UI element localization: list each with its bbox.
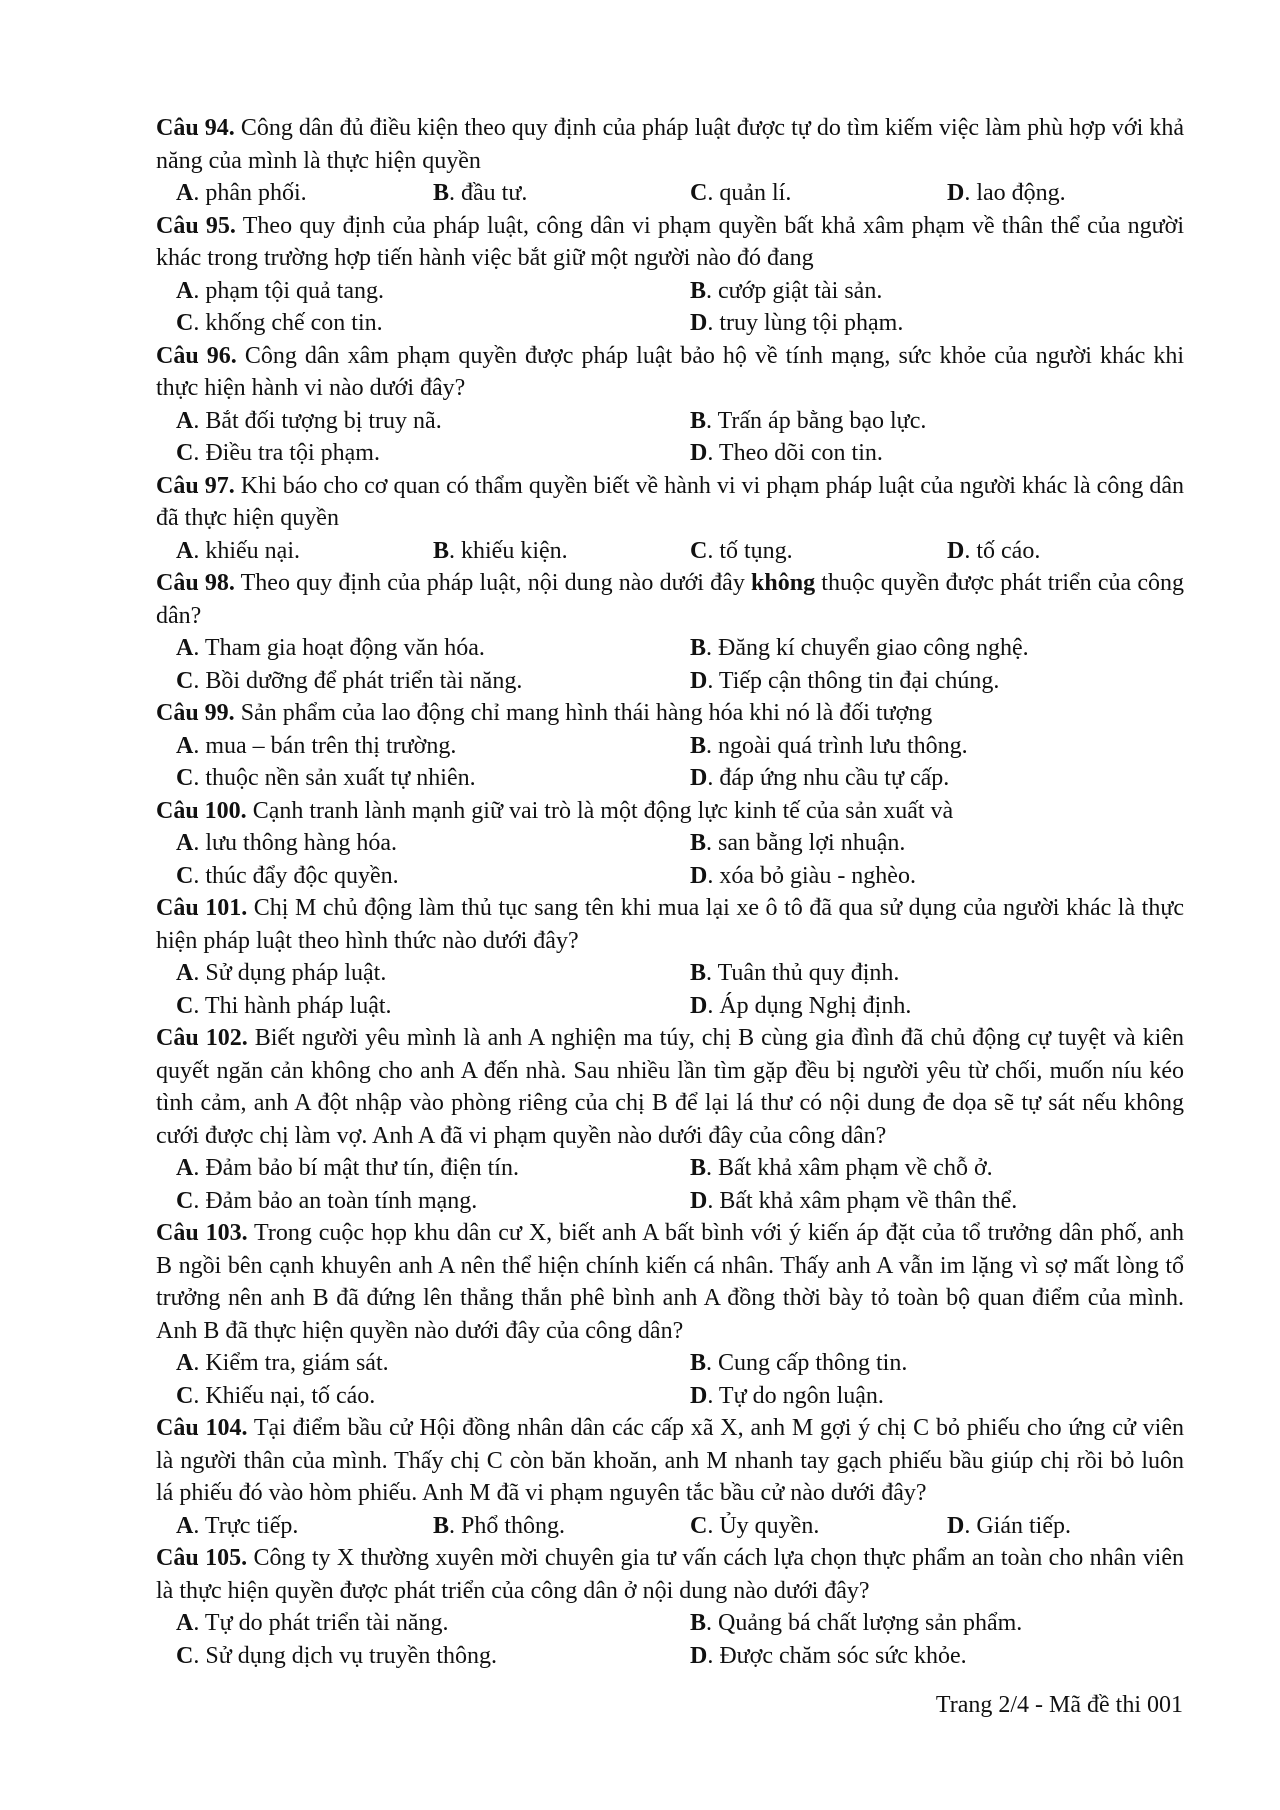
answer-options — [156, 535, 1184, 568]
option-letter: A — [176, 1155, 194, 1181]
option-text: lưu thông hàng hóa. — [205, 830, 397, 856]
option-letter: A — [176, 1512, 194, 1539]
question-block — [156, 1542, 1184, 1672]
option-letter: B — [433, 537, 450, 564]
answer-option-d: D. truy lùng tội phạm. — [690, 310, 904, 336]
option-letter: A — [176, 830, 194, 856]
option-letter: D — [690, 1642, 708, 1669]
option-letter: D — [947, 1512, 965, 1539]
question-stem — [156, 567, 1184, 632]
option-text: Bất khả xâm phạm về thân thể. — [719, 1187, 1018, 1214]
option-text: Trực tiếp. — [204, 1512, 299, 1539]
option-letter: A — [176, 635, 194, 661]
option-text: ngoài quá trình lưu thông. — [718, 732, 968, 759]
question-text: Công dân đủ điều kiện theo quy định của pháp luật được tự do tìm kiếm việc làm phù hợp với khả năng của mình là thực hiện quyền — [156, 115, 1185, 174]
answer-options — [156, 405, 1184, 470]
question-text: Theo quy định của pháp luật, công dân vi phạm quyền bất khả xâm phạm về thân thể của người khác trong trường hợp tiến hành việc bắt giữ một người nào đó đang — [156, 212, 1184, 271]
answer-option-a: A. Bắt đối tượng bị truy nã. — [176, 407, 442, 434]
question-number: Câu 97. — [156, 472, 235, 499]
question-text: Công ty X thường xuyên mời chuyên gia tư vấn cách lựa chọn thực phẩm an toàn cho nhân viên là thực hiện quyền được phát triển của công dân ở nội dung nào dưới đây? — [156, 1545, 1184, 1604]
option-text: khiếu nại. — [205, 537, 300, 564]
answer-option-c: C. Bồi dưỡng để phát triển tài năng. — [176, 667, 523, 694]
question-stem — [156, 795, 1184, 828]
option-text: đầu tư. — [461, 180, 528, 206]
option-text: Đảm bảo an toàn tính mạng. — [205, 1187, 478, 1214]
answer-option-b: B. Bất khả xâm phạm về chỗ ở. — [690, 1155, 993, 1181]
option-letter: D — [690, 1382, 708, 1409]
answer-option-c: C. Đảm bảo an toàn tính mạng. — [176, 1187, 478, 1214]
option-letter: C — [690, 180, 708, 206]
question-stem — [156, 470, 1184, 535]
answer-options — [156, 632, 1184, 697]
answer-option-b: B. đầu tư. — [433, 180, 528, 206]
option-text: mua – bán trên thị trường. — [205, 732, 457, 759]
option-letter: D — [690, 310, 708, 336]
answer-option-d: D. Gián tiếp. — [947, 1512, 1071, 1539]
question-text: Chị M chủ động làm thủ tục sang tên khi mua lại xe ô tô đã qua sử dụng của người khác là thực hiện pháp luật theo hình thức nào dưới đây? — [156, 895, 1185, 954]
option-text: đáp ứng nhu cầu tự cấp. — [719, 765, 950, 791]
option-text: cướp giật tài sản. — [718, 277, 883, 304]
option-text: Trấn áp bằng bạo lực. — [717, 407, 927, 434]
option-text: Thi hành pháp luật. — [204, 992, 392, 1019]
option-text: phân phối. — [205, 180, 307, 206]
option-letter: C — [176, 1642, 194, 1669]
question-emphasis: không — [751, 570, 816, 596]
question-block — [156, 1217, 1184, 1412]
option-letter: A — [176, 407, 194, 434]
answer-option-b: B. Trấn áp bằng bạo lực. — [690, 407, 927, 434]
answer-option-d: D. Được chăm sóc sức khỏe. — [690, 1642, 967, 1669]
answer-option-c: C. Điều tra tội phạm. — [176, 440, 380, 466]
question-block — [156, 210, 1184, 340]
answer-option-c: C. Ủy quyền. — [690, 1512, 820, 1539]
answer-option-c: C. quản lí. — [690, 180, 792, 206]
question-text: thuộc quyền được phát triển của công dân? — [156, 570, 1185, 629]
answer-option-d: D. lao động. — [947, 180, 1066, 206]
question-number: Câu 104. — [156, 1415, 248, 1441]
option-letter: D — [690, 667, 708, 694]
answer-option-c: C. tố tụng. — [690, 537, 793, 564]
answer-option-d: D. Bất khả xâm phạm về thân thể. — [690, 1187, 1018, 1214]
option-text: Điều tra tội phạm. — [205, 440, 380, 466]
question-stem — [156, 1412, 1184, 1510]
option-text: Quảng bá chất lượng sản phẩm. — [718, 1610, 1023, 1636]
question-block — [156, 795, 1184, 893]
option-letter: C — [176, 992, 194, 1019]
answer-option-b: B. khiếu kiện. — [433, 537, 568, 564]
answer-option-c: C. Sử dụng dịch vụ truyền thông. — [176, 1642, 497, 1669]
option-text: Bắt đối tượng bị truy nã. — [205, 407, 442, 434]
question-block — [156, 340, 1184, 470]
option-letter: D — [690, 440, 708, 466]
option-text: Đảm bảo bí mật thư tín, điện tín. — [205, 1155, 519, 1181]
answer-option-a: A. lưu thông hàng hóa. — [176, 830, 397, 856]
option-letter: B — [690, 277, 707, 304]
option-letter: C — [690, 537, 708, 564]
option-text: Bồi dưỡng để phát triển tài năng. — [205, 667, 523, 694]
answer-option-c: C. Thi hành pháp luật. — [176, 992, 392, 1019]
question-block — [156, 697, 1184, 795]
option-text: thuộc nền sản xuất tự nhiên. — [205, 765, 476, 791]
option-letter: D — [690, 1187, 708, 1214]
option-letter: B — [433, 180, 450, 206]
option-text: quản lí. — [719, 180, 792, 206]
question-text: Biết người yêu mình là anh A nghiện ma túy, chị B cùng gia đình đã chủ động cự tuyệt và kiên quyết ngăn cản không cho anh A đến nhà. Sau nhiều lần tìm gặp đều bị người yêu từ chối, muốn níu kéo tình cảm, anh A đột nhập vào phòng riêng của chị B để lại lá thư có nội dung đe dọa sẽ tự sát nếu không cưới được chị làm vợ. Anh A đã vi phạm quyền nào dưới đây của công dân? — [156, 1025, 1185, 1149]
answer-option-a: A. Kiểm tra, giám sát. — [176, 1350, 389, 1376]
option-text: Tiếp cận thông tin đại chúng. — [718, 667, 1000, 694]
option-text: khiếu kiện. — [461, 537, 568, 564]
answer-option-a: A. Tự do phát triển tài năng. — [176, 1610, 449, 1636]
question-stem — [156, 1217, 1184, 1347]
option-text: truy lùng tội phạm. — [719, 310, 904, 336]
answer-option-d: D. Áp dụng Nghị định. — [690, 992, 912, 1019]
option-letter: C — [176, 667, 194, 694]
option-letter: B — [690, 1155, 707, 1181]
option-letter: C — [176, 440, 194, 466]
option-text: san bằng lợi nhuận. — [718, 830, 906, 856]
question-block — [156, 1022, 1184, 1217]
option-letter: C — [176, 765, 194, 791]
option-text: Cung cấp thông tin. — [718, 1350, 908, 1376]
answer-option-a: A. khiếu nại. — [176, 537, 300, 564]
option-letter: D — [690, 862, 708, 889]
exam-page — [156, 112, 1184, 1672]
option-letter: D — [690, 765, 708, 791]
answer-option-b: B. ngoài quá trình lưu thông. — [690, 732, 968, 759]
option-text: khống chế con tin. — [205, 310, 383, 336]
option-text: Tự do phát triển tài năng. — [204, 1610, 449, 1636]
option-text: Đăng kí chuyển giao công nghệ. — [718, 635, 1029, 661]
answer-option-c: C. khống chế con tin. — [176, 310, 383, 336]
option-letter: B — [690, 1610, 707, 1636]
answer-option-a: A. Sử dụng pháp luật. — [176, 960, 387, 986]
answer-options — [156, 177, 1184, 210]
option-text: Kiểm tra, giám sát. — [205, 1350, 389, 1376]
option-letter: A — [176, 537, 194, 564]
option-letter: B — [690, 1350, 707, 1376]
option-letter: D — [947, 537, 965, 564]
option-letter: C — [176, 1187, 194, 1214]
question-block — [156, 470, 1184, 568]
answer-option-a: A. Đảm bảo bí mật thư tín, điện tín. — [176, 1155, 519, 1181]
answer-options — [156, 1152, 1184, 1217]
option-text: Được chăm sóc sức khỏe. — [719, 1642, 967, 1669]
question-stem — [156, 1542, 1184, 1607]
option-letter: D — [690, 992, 708, 1019]
option-text: thúc đẩy độc quyền. — [205, 862, 399, 889]
option-letter: C — [176, 310, 194, 336]
question-stem — [156, 210, 1184, 275]
option-letter: A — [176, 1350, 194, 1376]
question-stem — [156, 892, 1184, 957]
answer-options — [156, 275, 1184, 340]
option-letter: A — [176, 180, 194, 206]
question-block — [156, 892, 1184, 1022]
option-letter: B — [690, 960, 707, 986]
question-number: Câu 105. — [156, 1545, 248, 1571]
answer-option-b: B. Đăng kí chuyển giao công nghệ. — [690, 635, 1029, 661]
question-stem — [156, 112, 1184, 177]
option-text: Theo dõi con tin. — [718, 440, 883, 466]
option-text: Sử dụng dịch vụ truyền thông. — [205, 1642, 497, 1669]
question-stem — [156, 697, 1184, 730]
question-block — [156, 1412, 1184, 1542]
option-letter: B — [690, 635, 707, 661]
question-text: Khi báo cho cơ quan có thẩm quyền biết về hành vi vi phạm pháp luật của người khác là công dân đã thực hiện quyền — [156, 472, 1184, 531]
option-text: phạm tội quả tang. — [205, 277, 384, 304]
question-number: Câu 102. — [156, 1025, 248, 1051]
answer-option-b: B. Cung cấp thông tin. — [690, 1350, 908, 1376]
option-text: Ủy quyền. — [719, 1512, 820, 1539]
answer-option-b: B. Tuân thủ quy định. — [690, 960, 900, 986]
option-letter: D — [947, 180, 965, 206]
option-text: Áp dụng Nghị định. — [719, 992, 912, 1019]
answer-options — [156, 827, 1184, 892]
option-text: Phổ thông. — [461, 1512, 566, 1539]
option-letter: C — [690, 1512, 708, 1539]
option-letter: C — [176, 1382, 194, 1409]
option-text: Sử dụng pháp luật. — [205, 960, 387, 986]
option-letter: B — [690, 830, 707, 856]
answer-option-b: B. Quảng bá chất lượng sản phẩm. — [690, 1610, 1023, 1636]
answer-option-d: D. Tự do ngôn luận. — [690, 1382, 884, 1409]
question-text: Theo quy định của pháp luật, nội dung nào dưới đây — [240, 570, 745, 596]
option-letter: A — [176, 732, 194, 759]
question-number: Câu 101. — [156, 895, 248, 921]
question-number: Câu 95. — [156, 212, 236, 239]
option-letter: C — [176, 862, 194, 889]
option-text: Tự do ngôn luận. — [718, 1382, 884, 1409]
question-text: Cạnh tranh lành mạnh giữ vai trò là một động lực kinh tế của sản xuất và — [252, 797, 954, 824]
answer-options — [156, 1347, 1184, 1412]
option-text: Bất khả xâm phạm về chỗ ở. — [718, 1155, 993, 1181]
answer-option-a: A. phân phối. — [176, 180, 307, 206]
question-stem — [156, 1022, 1184, 1152]
answer-options — [156, 1607, 1184, 1672]
answer-option-c: C. Khiếu nại, tố cáo. — [176, 1382, 376, 1409]
option-letter: B — [690, 732, 707, 759]
option-letter: B — [433, 1512, 450, 1539]
answer-options — [156, 957, 1184, 1022]
answer-option-d: D. Tiếp cận thông tin đại chúng. — [690, 667, 1000, 694]
answer-options — [156, 730, 1184, 795]
option-letter: A — [176, 960, 194, 986]
answer-option-a: A. Tham gia hoạt động văn hóa. — [176, 635, 485, 661]
option-text: Khiếu nại, tố cáo. — [205, 1382, 376, 1409]
question-block — [156, 112, 1184, 210]
option-text: xóa bỏ giàu - nghèo. — [719, 862, 916, 889]
option-letter: A — [176, 1610, 194, 1636]
question-number: Câu 94. — [156, 115, 235, 141]
question-block — [156, 567, 1184, 697]
question-number: Câu 103. — [156, 1220, 248, 1246]
option-letter: A — [176, 277, 194, 304]
answer-option-c: C. thuộc nền sản xuất tự nhiên. — [176, 765, 476, 791]
answer-option-b: B. cướp giật tài sản. — [690, 277, 883, 304]
answer-options — [156, 1510, 1184, 1543]
question-text: Sản phẩm của lao động chỉ mang hình thái hàng hóa khi nó là đối tượng — [240, 700, 933, 726]
question-number: Câu 99. — [156, 700, 235, 726]
page-footer: Trang 2/4 - Mã đề thi 001 — [935, 1692, 1183, 1718]
answer-option-b: B. Phổ thông. — [433, 1512, 566, 1539]
option-text: tố cáo. — [976, 537, 1041, 564]
answer-option-c: C. thúc đẩy độc quyền. — [176, 862, 399, 889]
answer-option-a: A. mua – bán trên thị trường. — [176, 732, 457, 759]
option-text: tố tụng. — [719, 537, 793, 564]
option-text: Tuân thủ quy định. — [717, 960, 900, 986]
answer-option-a: A. phạm tội quả tang. — [176, 277, 384, 304]
answer-option-d: D. đáp ứng nhu cầu tự cấp. — [690, 765, 950, 791]
question-text: Tại điểm bầu cử Hội đồng nhân dân các cấp xã X, anh M gợi ý chị C bỏ phiếu cho ứng cử viên là người thân của mình. Thấy chị C còn băn khoăn, anh M nhanh tay gạch phiếu bầu giúp chị rồi bỏ luôn lá phiếu đó vào hòm phiếu. Anh M đã vi phạm nguyên tắc bầu cử nào dưới đây? — [156, 1415, 1184, 1506]
option-text: Gián tiếp. — [976, 1512, 1071, 1539]
question-text: Công dân xâm phạm quyền được pháp luật bảo hộ về tính mạng, sức khỏe của người khác khi thực hiện hành vi nào dưới đây? — [156, 342, 1185, 401]
question-number: Câu 100. — [156, 797, 247, 824]
option-text: lao động. — [976, 180, 1066, 206]
answer-option-d: D. Theo dõi con tin. — [690, 440, 883, 466]
answer-option-d: D. tố cáo. — [947, 537, 1041, 564]
answer-option-a: A. Trực tiếp. — [176, 1512, 299, 1539]
question-number: Câu 98. — [156, 570, 235, 596]
answer-option-d: D. xóa bỏ giàu - nghèo. — [690, 862, 916, 889]
option-letter: B — [690, 407, 707, 434]
question-stem — [156, 340, 1184, 405]
option-text: Tham gia hoạt động văn hóa. — [204, 635, 485, 661]
question-number: Câu 96. — [156, 342, 237, 369]
answer-option-b: B. san bằng lợi nhuận. — [690, 830, 906, 856]
question-text: Trong cuộc họp khu dân cư X, biết anh A bất bình với ý kiến áp đặt của tổ trưởng dân phố, anh B ngồi bên cạnh khuyên anh A nên thể hiện chính kiến cá nhân. Thấy anh A vẫn im lặng vì sợ mất lòng tổ trưởng nên anh B đã đứng lên thẳng thắn phê bình anh A đồng thời bày tỏ toàn bộ quan điểm của mình. Anh B đã thực hiện quyền nào dưới đây của công dân? — [156, 1220, 1184, 1344]
